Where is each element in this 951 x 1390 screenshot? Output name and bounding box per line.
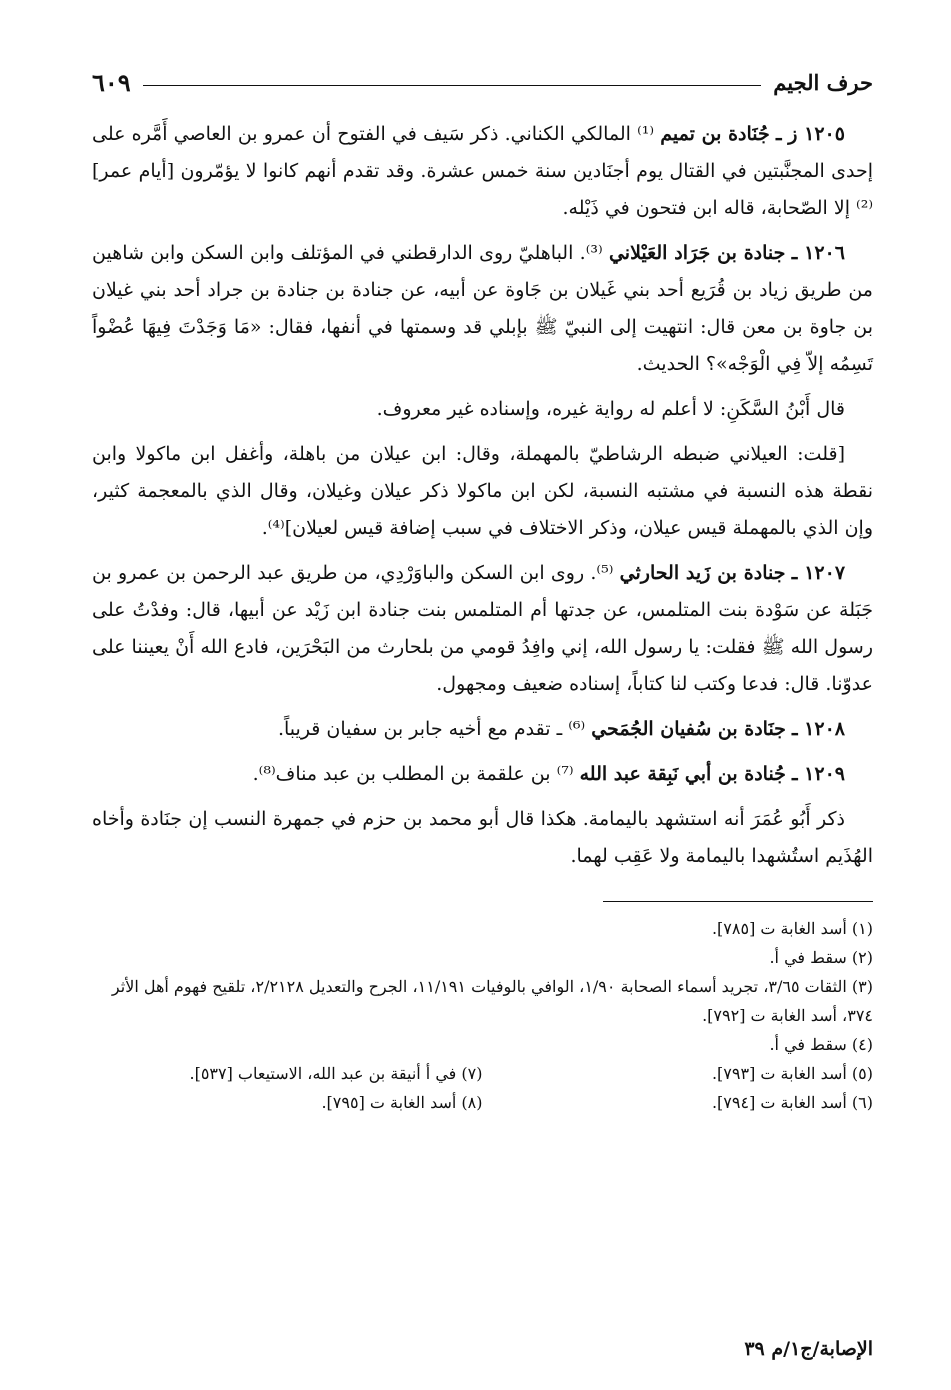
- entry-name: جنادة بن جَرَاد العَيْلاني: [608, 242, 786, 264]
- footnote-7: (٧) في أ أنيقة بن عبد الله، الاستيعاب [٥٣٧].: [189, 1064, 483, 1083]
- entry-number: ١٢٠٥ ز ـ: [775, 123, 845, 145]
- header-rule: [143, 85, 762, 86]
- footnotes: [92, 914, 873, 1117]
- page-number: ٦٠٩: [92, 67, 131, 97]
- footnote-row: [92, 1088, 873, 1117]
- footnote-1: (١) أسد الغابة ت [٧٨٥].: [711, 919, 873, 938]
- entry-name: جُنادة بن أبي نَبِقة عبد الله: [579, 763, 786, 785]
- page-header: [92, 62, 873, 102]
- entry-number: ١٢٠٨ ـ: [791, 718, 845, 740]
- entry-1206: [92, 235, 873, 383]
- paragraph-abu-umar: ذكر أَبُو عُمَرَ أنه استشهد باليمامة. هكذا قال أبو محمد بن حزم في جمهرة النسب إن جنَادة وأخاه الهُذَيم استُشهدا باليمامة ولا عَقِب لهما.: [92, 808, 873, 867]
- footnote-6: (٦) أسد الغابة ت [٧٩٤].: [711, 1093, 873, 1112]
- running-title: حرف الجيم: [773, 69, 873, 95]
- entry-text: ⁽³⁾. الباهليّ روى الدارقطني في المؤتلف وابن السكن وابن شاهين من طريق زياد بن قُرَيع أحد بني غَيلان بن جَاوة عن أبيه، عن جنادة بن جنادة بن جراد أحد بني غيلان بن جاوة بن معن قال: انتهيت إلى النبيّ ﷺ بإبلي قد وسمتها في أنفها، فقال: «مَا وَجَدْتَ فِيهَا عُضْواً تَسِمُه إلاّ فِي الْوَجْه»؟ الحديث.: [92, 242, 873, 375]
- page-body: [92, 116, 873, 875]
- entry-1208: [92, 711, 873, 748]
- entry-text: ⁽⁷⁾ بن علقمة بن المطلب بن عبد مناف⁽⁸⁾.: [252, 763, 574, 785]
- entry-number: ١٢٠٩ ـ: [791, 763, 845, 785]
- entry-text: ⁽¹⁾ المالكي الكناني. ذكر سَيف في الفتوح أن عمرو بن العاصي أَمَّره على إحدى المجنَّبتين في القتال يوم أجنَادين سنة خمس عشرة. وقد تقدم أنهم كانوا لا يؤمّرون [أيام عمر]⁽²⁾ إلا الصّحابة، قاله ابن فتحون في ذَيْله.: [92, 123, 873, 219]
- footnote-separator: [603, 901, 873, 902]
- paragraph-ibn-sakan: قال أَبْنُ السَّكَنِ: لا أعلم له رواية غيره، وإسناده غير معروف.: [376, 398, 845, 420]
- entry-text: ⁽⁶⁾ ـ تقدم مع أخيه جابر بن سفيان قريباً.: [277, 718, 586, 740]
- entry-1209: [92, 756, 873, 793]
- entry-text: ⁽⁵⁾. روى ابن السكن والباوَرْدِي، من طريق عبد الرحمن بن عمرو بن جَبَلة عن سَوْدة بنت المتلمس، عن جدتها أم المتلمس بنت جنادة ابن زَيْد عن أبيها، قال: وفدْتُ على رسول الله ﷺ فقلت: يا رسول الله، إني وافِدُ قومي من بلحارث من البَحْرَين، فادع الله أَنْ يعيننا على عدوّنا. قال: فدعا وكتب لنا كتاباً، إسناده ضعيف ومجهول.: [92, 562, 873, 695]
- footnote-4: (٤) سقط في أ.: [769, 1035, 873, 1054]
- footnote-3: (٣) الثقات ٣/٦٥، تجريد أسماء الصحابة ١/٩٠، الوافي بالوفيات ١١/١٩١، الجرح والتعديل ٢/٢١٢٨، تلقيح فهوم أهل الأثر ٣٧٤، أسد الغابة ت [٧٩٢].: [111, 977, 873, 1025]
- entry-1205: [92, 116, 873, 227]
- footnote-row: [92, 1059, 873, 1088]
- entry-1207: [92, 555, 873, 703]
- footnote-8: (٨) أسد الغابة ت [٧٩٥].: [321, 1093, 483, 1112]
- signature-mark: الإصابة/ج١/م ٣٩: [744, 1338, 873, 1360]
- entry-name: جنَادة بن سُفيان الجُمَحي: [591, 718, 786, 740]
- entry-number: ١٢٠٦ ـ: [791, 242, 845, 264]
- entry-number: ١٢٠٧ ـ: [791, 562, 846, 584]
- entry-name: جُنَادة بن تميم: [660, 123, 770, 145]
- footnote-2: (٢) سقط في أ.: [769, 948, 873, 967]
- entry-name: جنادة بن زَيد الحارثي: [619, 562, 786, 584]
- paragraph-note: [قلت: العيلاني ضبطه الرشاطيّ بالمهملة، وقال: ابن عيلان من باهلة، وأغفل ابن ماكولا وابن نقطة هذه النسبة في مشتبه النسبة، لكن ابن ماكولا ذكر عيلان وغيلان، وقال الذي بالمعجمة كثير، وإن الذي بالمهملة قيس عيلان، وذكر الاختلاف في سبب إضافة قيس لعيلان]⁽⁴⁾.: [92, 443, 873, 539]
- footnote-5: (٥) أسد الغابة ت [٧٩٣].: [711, 1064, 873, 1083]
